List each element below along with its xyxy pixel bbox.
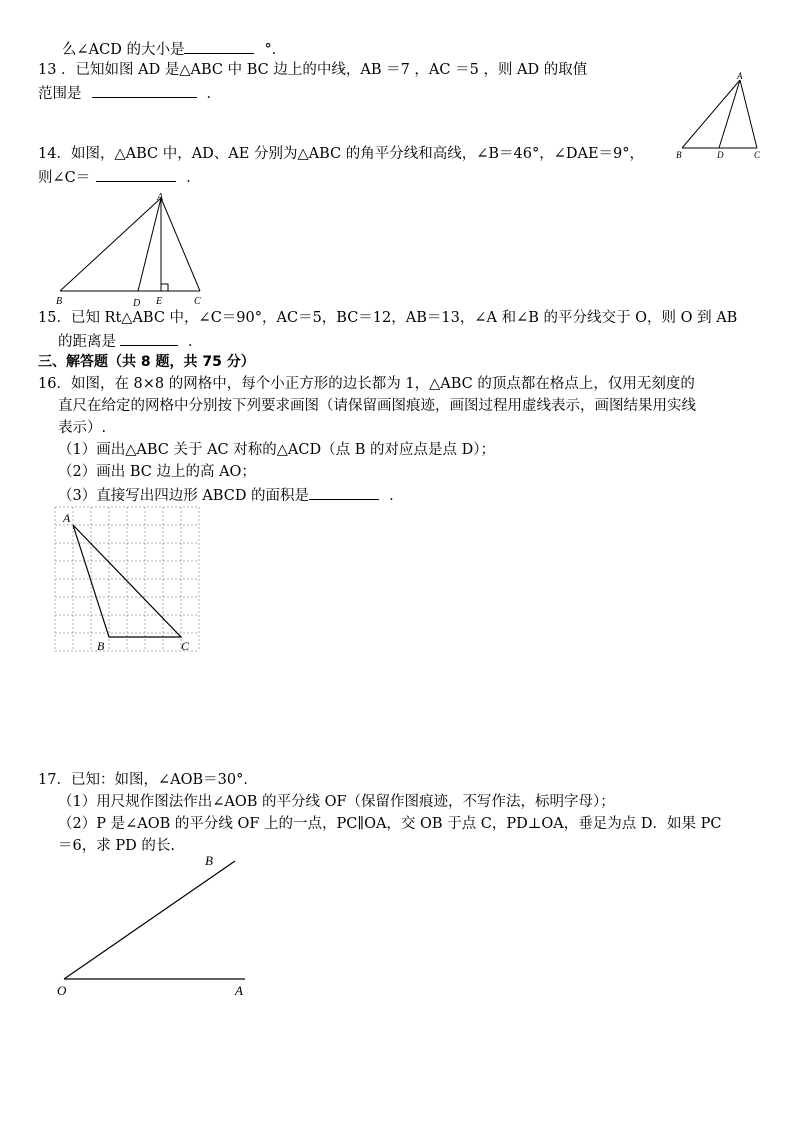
q16-line3: 表示）. [58,420,107,436]
q17-ray-ob [64,861,235,979]
q15-line1: 15．已知 Rt△ABC 中，∠C＝90°，AC＝5，BC＝12，AB＝13，∠A 和∠B 的平分线交于 O，则 O 到 AB [38,310,738,326]
q13-side-ac [740,80,757,148]
q13-label-d: D [717,150,724,160]
q14-side-ac [161,198,200,291]
q14-side-ab [60,198,161,291]
q16-sub2: （2）画出 BC 边上的高 AO； [58,464,256,480]
q14-triangle-figure [58,190,218,310]
q12-suffix: °． [264,42,287,58]
q16-sub1: （1）画出△ABC 关于 AC 对称的△ACD（点 B 的对应点是点 D）； [58,442,495,458]
q13-label: 范围是 [38,86,82,102]
q16-grid-figure [55,507,205,657]
section-heading: 三、解答题（共 8 题，共 75 分） [38,354,255,370]
q14-answer-blank[interactable] [96,166,176,182]
q12-tail [62,38,286,60]
q17-sub2a: （2）P 是∠AOB 的平分线 OF 上的一点，PC∥OA，交 OB 于点 C，PD⊥OA，垂足为点 D．如果 PC [58,816,722,832]
q16-label-b: B [97,639,105,653]
q14-label-c: C [194,296,201,307]
q14-label-d: D [133,298,141,309]
q14-line1: 14．如图，△ABC 中，AD、AE 分别为△ABC 的角平分线和高线，∠B＝46°，∠DAE＝9°， [38,146,645,162]
q16-label-a: A [63,511,71,525]
q13-side-ab [682,80,740,148]
q14-bisector-ad [138,198,161,291]
q13-answer-blank[interactable] [92,82,197,98]
q14-suffix: ． [186,170,201,186]
q17-line1: 17．已知：如图，∠AOB＝30°． [38,772,258,788]
q17-label-a: A [235,983,243,998]
q14-right-angle-mark [161,284,168,291]
q16-line1: 16．如图，在 8×8 的网格中，每个小正方形的边长都为 1，△ABC 的顶点都在格点上，仅用无刻度的 [38,376,695,392]
q17-angle-figure [55,853,255,998]
q13-label-b: B [676,150,682,160]
q16-sub3 [58,484,404,506]
q13-line1: 13 ．已知如图 AD 是△ABC 中 BC 边上的中线，AB ＝7 ，AC ＝5 ，则 AD 的取值 [38,62,588,78]
q16-sub3-suffix: ． [389,488,404,504]
q14-line2 [38,166,201,188]
q13-line2 [38,82,221,104]
q15-suffix: ． [188,334,203,350]
q14-label: 则∠C＝ [38,170,91,186]
q14-label-e: E [156,296,163,307]
q14-label-b: B [56,296,63,307]
q13-suffix: ． [206,86,221,102]
q12-answer-blank[interactable] [184,38,254,54]
q13-triangle-figure [676,71,770,162]
q15-line2 [58,330,203,352]
q13-label-c: C [754,150,761,160]
q17-label-o: O [57,983,67,998]
q12-text: 么∠ACD 的大小是 [62,42,185,58]
q13-median-ad [719,80,740,148]
q15-answer-blank[interactable] [120,330,178,346]
q16-sub3-label: （3）直接写出四边形 ABCD 的面积是 [58,488,310,504]
q17-label-b: B [205,853,213,868]
q17-sub2b: ＝6，求 PD 的长. [58,838,175,854]
q17-sub1: （1）用尺规作图法作出∠AOB 的平分线 OF（保留作图痕迹，不写作法，标明字母）； [58,794,615,810]
q16-label-c: C [181,639,190,653]
q16-line2: 直尺在给定的网格中分别按下列要求画图（请保留画图痕迹，画图过程用虚线表示，画图结果用实线 [58,398,696,414]
q16-answer-blank[interactable] [309,484,379,500]
q15-label: 的距离是 [58,334,116,350]
q14-label-a: A [157,192,164,203]
q13-label-a: A [737,71,743,81]
